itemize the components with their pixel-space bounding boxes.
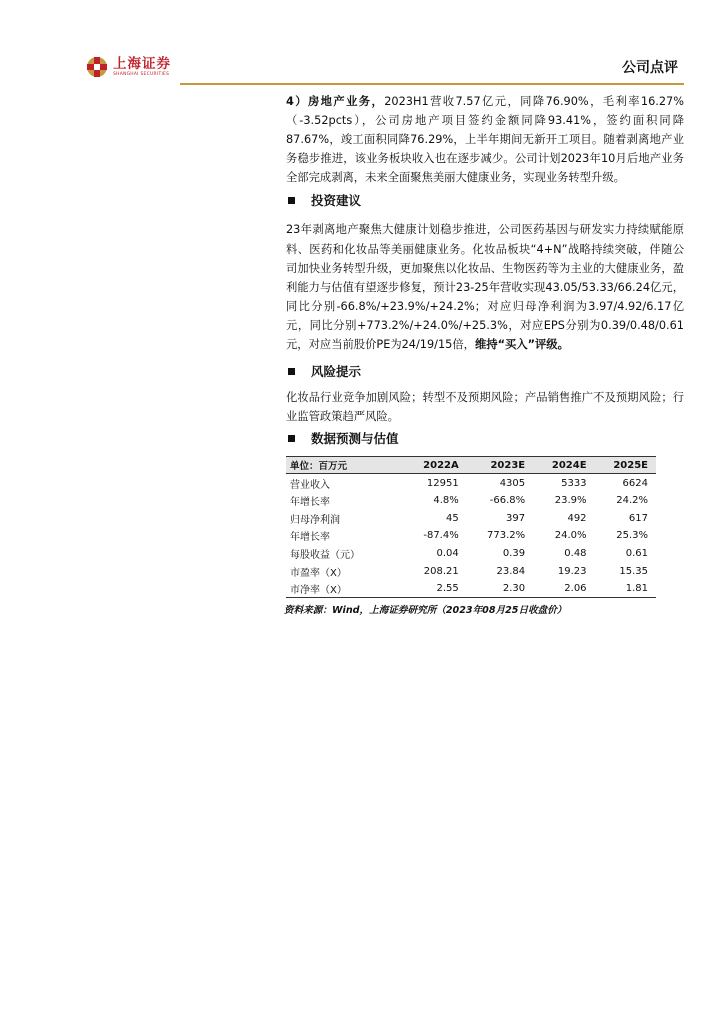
table-cell: 12951 xyxy=(426,477,459,489)
brand-logo xyxy=(86,56,171,78)
investment-heading xyxy=(286,189,684,211)
real-estate-paragraph xyxy=(286,92,684,187)
table-cell: 19.23 xyxy=(557,565,587,577)
table-cell: 4305 xyxy=(499,477,526,489)
document-type-label: 公司点评 xyxy=(622,60,678,76)
real-estate-body: 2023H1营收7.57亿元，同降76.90%，毛利率16.27%（-3.52pcts），公司房地产项目签约金额同降93.41%，签约面积同降87.67%，竣工面积同降76.29%，上半年期间无新开工项目。随着剥离地产业务稳步推进，该业务板块收入也在逐步减少。公司计划2023年10月后地产业务全部完成剥离，未来全面聚焦美丽大健康业务，实现业务转型升级。 xyxy=(286,95,684,185)
risk-title: 风险提示 xyxy=(311,364,362,380)
table-cell: 5333 xyxy=(561,477,587,489)
table-cell: 208.21 xyxy=(423,565,459,577)
table-cell: 0.39 xyxy=(502,547,526,559)
table-row xyxy=(286,580,656,598)
table-cell: 2.06 xyxy=(564,583,587,595)
table-header-cell: 单位：百万元 xyxy=(290,461,348,473)
table-cell: -66.8% xyxy=(489,495,526,507)
table-cell: 617 xyxy=(628,512,648,524)
row-label: 归母净利润 xyxy=(290,514,340,526)
table-cell: 23.9% xyxy=(554,495,587,507)
table-cell: 45 xyxy=(446,512,459,524)
table-cell: 397 xyxy=(506,512,526,524)
table-header-cell: 2022A xyxy=(423,459,459,471)
table-cell: 2.30 xyxy=(502,583,526,595)
investment-body: 23年剥离地产聚焦大健康计划稳步推进，公司医药基因与研发实力持续赋能原料、医药和化妆品等美丽健康业务。化妆品板块“4+N”战略持续突破，伴随公司加快业务转型升级，更加聚焦以化妆品、生物医药等为主业的大健康业务，盈利能力与估值有望逐步修复，预计23-25年营收实现43.05/53.33/66.24亿元，同比分别-66.8%/+23.9%/+24.2%；对应归母净利润为3.97/4.92/6.17亿元，同比分别+773.2%/+24.0%/+25.3%，对应EPS分别为0.39/0.48/0.61元，对应当前股价PE为24/19/15倍， xyxy=(286,223,684,352)
forecast-title: 数据预测与估值 xyxy=(311,431,399,447)
risk-paragraph: 化妆品行业竞争加剧风险；转型不及预期风险；产品销售推广不及预期风险；行业监管政策趋严风险。 xyxy=(286,391,684,424)
investment-rating: 维持“买入”评级。 xyxy=(474,338,569,352)
row-label: 市盈率（X） xyxy=(290,567,347,579)
row-label: 营业收入 xyxy=(290,479,330,491)
investment-title: 投资建议 xyxy=(311,193,362,209)
row-label: 年增长率 xyxy=(290,497,330,509)
table-source-note: 资料来源：Wind，上海证券研究所（2023年08月25日收盘价） xyxy=(284,605,567,617)
table-cell: 6624 xyxy=(622,477,648,489)
table-row xyxy=(286,492,656,510)
table-cell: 15.35 xyxy=(619,565,648,577)
main-content xyxy=(286,92,684,616)
real-estate-heading: 4）房地产业务， xyxy=(286,95,385,108)
investment-paragraph xyxy=(286,220,684,354)
square-bullet-icon xyxy=(288,368,295,375)
page-header xyxy=(0,0,724,90)
table-header-cell: 2025E xyxy=(613,459,648,471)
logo-english-name: SHANGHAI SECURITIES xyxy=(113,71,170,77)
table-cell: 0.04 xyxy=(436,547,459,559)
logo-chinese-name: 上海证券 xyxy=(113,55,171,72)
header-divider xyxy=(180,83,684,85)
square-bullet-icon xyxy=(288,197,295,204)
row-label: 每股收益（元） xyxy=(290,549,360,561)
table-cell: 23.84 xyxy=(496,565,526,577)
shanghai-securities-logo-icon xyxy=(86,56,108,78)
risk-heading xyxy=(286,360,684,382)
table-header-row xyxy=(286,457,656,474)
table-cell: -87.4% xyxy=(423,530,459,542)
table-cell: 24.2% xyxy=(616,495,648,507)
table-row xyxy=(286,510,656,528)
row-label: 年增长率 xyxy=(290,532,330,544)
table-row xyxy=(286,562,656,580)
table-cell: 25.3% xyxy=(616,530,648,542)
table-cell: 4.8% xyxy=(433,495,459,507)
table-cell: 492 xyxy=(567,512,587,524)
forecast-heading xyxy=(286,427,684,449)
table-row xyxy=(286,474,656,492)
table-cell: 2.55 xyxy=(436,583,459,595)
table-row xyxy=(286,545,656,563)
table-header-cell: 2023E xyxy=(490,459,526,471)
table-row xyxy=(286,527,656,545)
table-cell: 24.0% xyxy=(554,530,587,542)
forecast-table xyxy=(286,456,656,598)
table-cell: 0.48 xyxy=(564,547,587,559)
table-cell: 1.81 xyxy=(625,583,648,595)
square-bullet-icon xyxy=(288,435,295,442)
row-label: 市净率（X） xyxy=(290,585,347,597)
table-header-cell: 2024E xyxy=(551,459,587,471)
table-cell: 0.61 xyxy=(625,547,648,559)
table-cell: 773.2% xyxy=(487,530,526,542)
